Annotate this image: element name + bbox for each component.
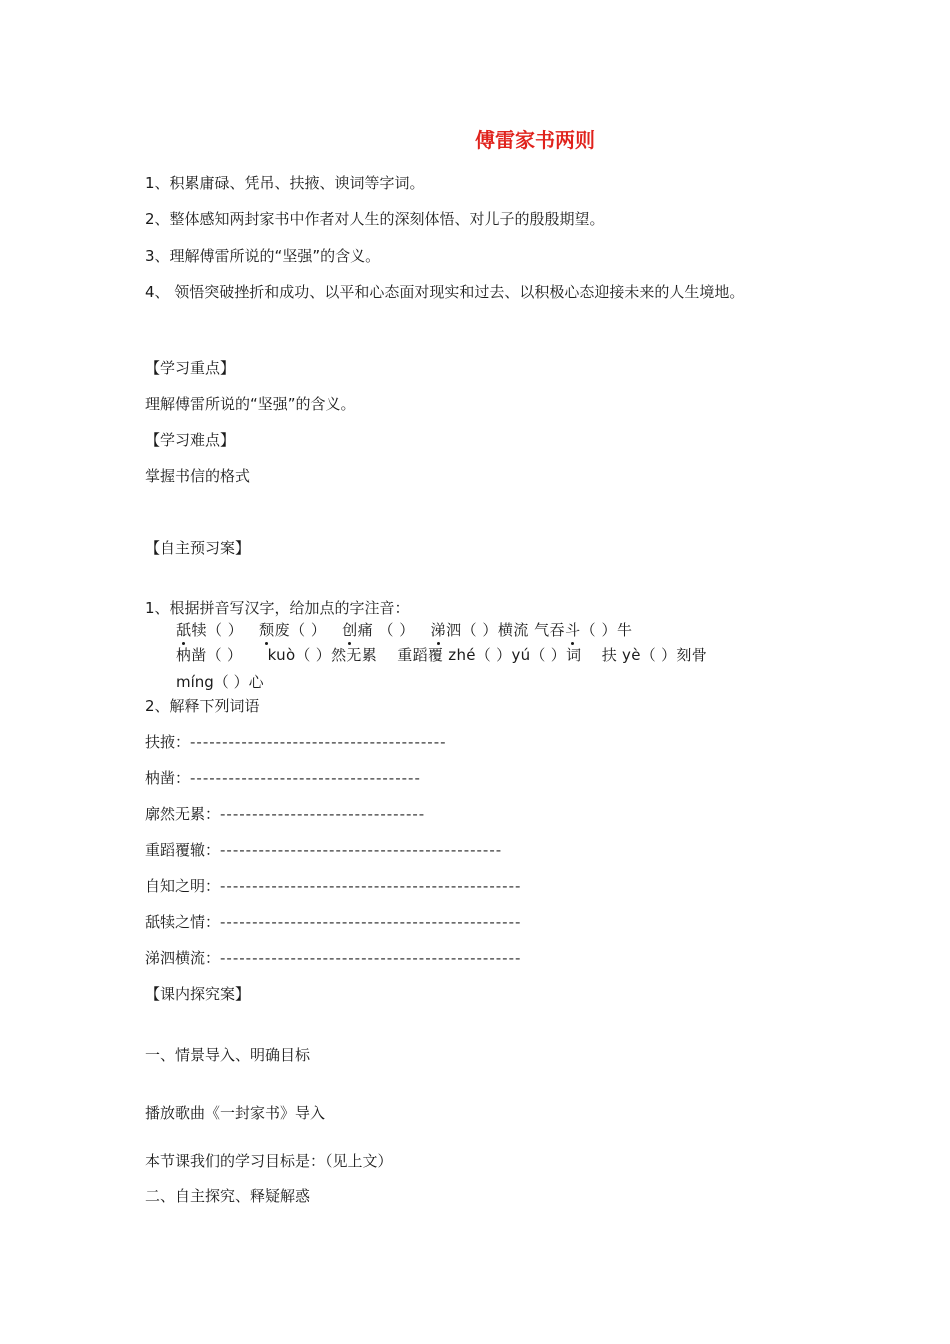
objective-4: 4、 领悟突破挫折和成功、以平和心态面对现实和过去、以积极心态迎接未来的人生境地。	[145, 283, 745, 301]
blank-text: 扶 yè（ ）刻骨	[601, 646, 708, 664]
blank-text: 重蹈覆 zhé（	[397, 646, 492, 664]
blank-text: 痛 （ ）	[357, 621, 415, 639]
blank-text: （ ）牛	[580, 621, 633, 639]
blank-text: kuò（ ）然无累	[267, 646, 378, 664]
objective-1: 1、积累庸碌、凭吊、扶掖、谀词等字词。	[145, 174, 425, 192]
blank-text: ）yú（ ）词	[491, 646, 582, 664]
term-label: 重蹈覆辙：	[145, 841, 221, 859]
preview-question-1: 1、根据拼音写汉字，给加点的字注音：	[145, 599, 410, 617]
dotted-char: 舐	[176, 621, 192, 639]
answer-line: -----------------------------------------------	[220, 949, 522, 967]
blank-text: 枘凿（ ）	[176, 646, 243, 664]
explore-heading: 【课内探究案】	[145, 985, 251, 1003]
section-1-heading: 一、情景导入、明确目标	[145, 1046, 311, 1064]
term-row	[145, 876, 521, 896]
answer-line: -----------------------------------------------	[220, 913, 522, 931]
term-row	[145, 768, 421, 788]
dotted-char: 涕	[430, 621, 447, 639]
song-intro: 播放歌曲《一封家书》导入	[145, 1104, 326, 1122]
difficulty-heading: 【学习难点】	[145, 431, 236, 449]
difficulty-text: 掌握书信的格式	[145, 467, 251, 485]
key-point-heading: 【学习重点】	[145, 359, 236, 377]
answer-line: ----------------------------------------	[190, 733, 447, 751]
pinyin-row-1	[176, 620, 632, 640]
objective-3: 3、理解傅雷所说的“坚强”的含义。	[145, 247, 381, 265]
term-row	[145, 912, 521, 932]
blank-text: 泗（ ）横流 气吞	[446, 621, 566, 639]
dotted-char: 斗	[565, 621, 581, 639]
term-label: 舐犊之情：	[145, 913, 221, 931]
term-label: 枘凿：	[145, 769, 191, 787]
key-point-text: 理解傅雷所说的“坚强”的含义。	[145, 395, 356, 413]
blank-text: 废（ ）	[274, 621, 327, 639]
term-row	[145, 948, 521, 968]
answer-line: --------------------------------	[220, 805, 426, 823]
term-row	[145, 804, 425, 824]
answer-line: --------------------------------------------	[220, 841, 503, 859]
pinyin-row-3: míng（ ）心	[176, 673, 264, 691]
term-label: 自知之明：	[145, 877, 221, 895]
preview-heading: 【自主预习案】	[145, 539, 251, 557]
objective-2: 2、整体感知两封家书中作者对人生的深刻体悟、对儿子的殷殷期望。	[145, 210, 605, 228]
term-label: 扶掖：	[145, 733, 191, 751]
answer-line: ------------------------------------	[190, 769, 421, 787]
term-row	[145, 840, 502, 860]
term-row	[145, 732, 447, 752]
blank-text: 犊（ ）	[191, 621, 244, 639]
term-label: 涕泗横流：	[145, 949, 221, 967]
document-title: 傅雷家书两则	[475, 128, 595, 152]
preview-question-2: 2、解释下列词语	[145, 697, 260, 715]
dotted-char: 创	[342, 621, 358, 639]
pinyin-row-2	[176, 645, 707, 665]
term-label: 廓然无累：	[145, 805, 221, 823]
section-2-heading: 二、自主探究、释疑解惑	[145, 1187, 311, 1205]
answer-line: -----------------------------------------------	[220, 877, 522, 895]
dotted-char: 颓	[259, 621, 275, 639]
learning-goal: 本节课我们的学习目标是：（见上文）	[145, 1152, 393, 1170]
